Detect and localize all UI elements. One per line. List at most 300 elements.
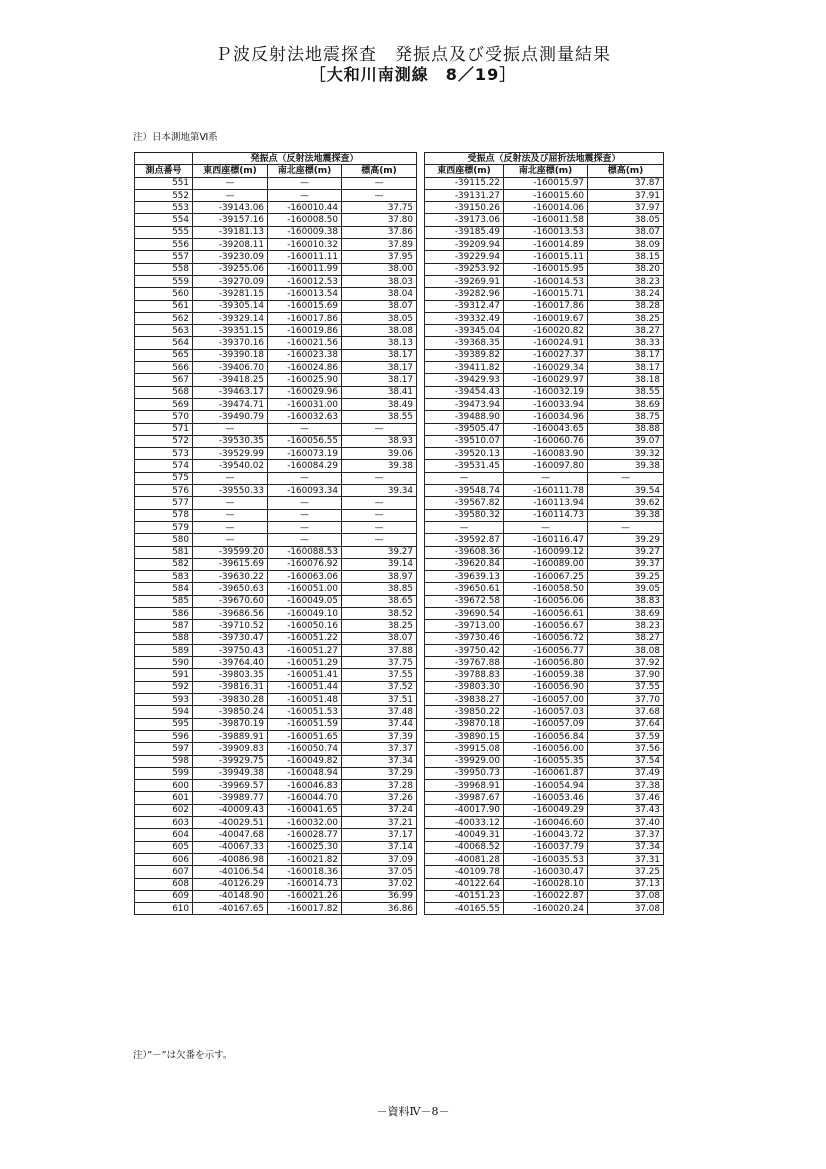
table-cell: -40165.55 [425,903,504,915]
col-header-receiver-northing: 南北座標(m) [504,165,588,177]
table-row [135,903,664,915]
table-cell: — [342,534,417,546]
column-gap [417,423,425,435]
table-row [135,853,664,865]
table-row [135,595,664,607]
column-gap [417,681,425,693]
table-cell: -160021.56 [268,337,342,349]
table-cell: -160046.60 [504,817,588,829]
table-cell: -160029.34 [504,362,588,374]
table-row [135,571,664,583]
table-cell: -39368.35 [425,337,504,349]
table-cell: -39929.00 [425,755,504,767]
table-cell: -160056.84 [504,730,588,742]
table-cell: -160057.09 [504,718,588,730]
table-cell: 37.86 [342,226,417,238]
column-gap [417,312,425,324]
column-gap [417,546,425,558]
table-cell: -39672.58 [425,595,504,607]
table-cell: 576 [135,485,193,497]
table-cell: -39580.32 [425,509,504,521]
table-cell: -160049.29 [504,804,588,816]
table-cell: 602 [135,804,193,816]
table-cell: 554 [135,214,193,226]
table-cell: -160048.94 [268,767,342,779]
column-gap [417,632,425,644]
column-gap [417,288,425,300]
table-cell: -39255.06 [193,263,268,275]
table-cell: 39.27 [588,546,664,558]
table-cell: -39949.38 [193,767,268,779]
table-cell: -39803.30 [425,681,504,693]
table-row [135,780,664,792]
table-cell: -39909.83 [193,743,268,755]
table-cell: 38.55 [588,386,664,398]
table-row [135,251,664,263]
table-row [135,706,664,718]
table-cell: 39.54 [588,485,664,497]
table-cell: -39592.87 [425,534,504,546]
table-cell: 37.92 [588,657,664,669]
column-gap [417,337,425,349]
table-cell: 567 [135,374,193,386]
table-cell: -39838.27 [425,694,504,706]
table-cell: -39850.22 [425,706,504,718]
column-gap [417,706,425,718]
table-cell: — [193,472,268,484]
page-title: Ｐ波反射法地震探査 発振点及び受振点測量結果 [215,45,611,65]
table-cell: -39767.88 [425,657,504,669]
table-cell: -160020.24 [504,903,588,915]
table-cell: 38.28 [588,300,664,312]
table-cell: -39305.14 [193,300,268,312]
table-cell: -39270.09 [193,275,268,287]
table-cell: -39690.54 [425,607,504,619]
table-cell: 573 [135,448,193,460]
table-row [135,546,664,558]
table-cell: -39890.15 [425,730,504,742]
col-header-receiver-easting: 東西座標(m) [425,165,504,177]
table-cell: 566 [135,362,193,374]
missing-number-note: 注）”－”は欠番を示す。 [133,1050,233,1061]
table-cell: -39968.91 [425,780,504,792]
table-cell: -160010.32 [268,239,342,251]
table-cell: 37.48 [342,706,417,718]
table-cell: -160012.53 [268,275,342,287]
table-cell: 39.27 [342,546,417,558]
table-cell: -39282.96 [425,288,504,300]
table-cell: 37.38 [588,780,664,792]
group-header-blank [135,153,193,165]
table-cell: -39181.13 [193,226,268,238]
table-cell: -40122.64 [425,878,504,890]
table-cell: -160013.53 [504,226,588,238]
table-cell: 604 [135,829,193,841]
table-cell: -39750.42 [425,644,504,656]
table-cell: -160056.55 [268,435,342,447]
table-cell: — [342,189,417,201]
column-gap [417,214,425,226]
table-cell: 38.49 [342,398,417,410]
table-cell: -160056.00 [504,743,588,755]
table-cell: -39969.57 [193,780,268,792]
table-cell: 562 [135,312,193,324]
table-cell: 552 [135,189,193,201]
table-cell: -39639.13 [425,571,504,583]
table-row [135,558,664,570]
table-cell: -160014.06 [504,202,588,214]
table-cell: — [268,423,342,435]
table-cell: 37.17 [342,829,417,841]
table-cell: 37.87 [588,177,664,189]
table-row [135,669,664,681]
column-gap [417,730,425,742]
table-cell: -160041.65 [268,804,342,816]
table-row [135,632,664,644]
table-cell: 38.09 [588,239,664,251]
table-cell: -160051.00 [268,583,342,595]
table-row [135,300,664,312]
table-cell: -39510.07 [425,435,504,447]
table-cell: 38.08 [342,325,417,337]
table-row [135,804,664,816]
col-header-source-easting: 東西座標(m) [193,165,268,177]
table-cell: -39332.49 [425,312,504,324]
table-cell: 579 [135,521,193,533]
table-cell: 38.17 [342,349,417,361]
table-cell: -39850.24 [193,706,268,718]
table-cell: 555 [135,226,193,238]
table-cell: -160058.50 [504,583,588,595]
table-cell: -39540.02 [193,460,268,472]
table-row [135,509,664,521]
table-cell: -39157.16 [193,214,268,226]
table-cell: 39.32 [588,448,664,460]
column-gap [417,386,425,398]
table-cell: -160056.77 [504,644,588,656]
table-row [135,866,664,878]
table-cell: -160037.79 [504,841,588,853]
table-cell: 38.69 [588,398,664,410]
table-cell: -160093.34 [268,485,342,497]
table-cell: 38.00 [342,263,417,275]
table-cell: 38.27 [588,325,664,337]
table-cell: 591 [135,669,193,681]
table-cell: -160073.19 [268,448,342,460]
column-gap [417,202,425,214]
table-cell: 37.40 [588,817,664,829]
table-cell: — [268,189,342,201]
table-row [135,411,664,423]
column-gap [417,189,425,201]
table-cell: -160061.87 [504,767,588,779]
table-cell: 39.06 [342,448,417,460]
table-cell: -160051.22 [268,632,342,644]
table-cell: 37.97 [588,202,664,214]
table-cell: 37.90 [588,669,664,681]
table-cell: -160049.10 [268,607,342,619]
column-gap [417,755,425,767]
table-cell: 37.14 [342,841,417,853]
table-cell: 570 [135,411,193,423]
table-cell: — [268,177,342,189]
table-cell: -160024.86 [268,362,342,374]
table-cell: 38.07 [342,632,417,644]
table-cell: -160015.11 [504,251,588,263]
table-cell: -39229.94 [425,251,504,263]
table-cell: -160060.76 [504,435,588,447]
table-cell: 37.70 [588,694,664,706]
table-cell: 37.56 [588,743,664,755]
table-cell: 38.23 [588,275,664,287]
table-cell: 557 [135,251,193,263]
table-cell: -160063.06 [268,571,342,583]
table-cell: -39531.45 [425,460,504,472]
table-cell: 38.18 [588,374,664,386]
table-cell: 599 [135,767,193,779]
table-cell: -160056.80 [504,657,588,669]
table-row [135,362,664,374]
table-row [135,534,664,546]
table-row [135,288,664,300]
table-cell: 38.75 [588,411,664,423]
column-gap [417,558,425,570]
table-cell: 37.37 [342,743,417,755]
table-row [135,460,664,472]
table-cell: -160032.63 [268,411,342,423]
column-gap [417,153,425,165]
table-cell: 37.13 [588,878,664,890]
table-row [135,226,664,238]
table-cell: 563 [135,325,193,337]
table-cell: -39520.13 [425,448,504,460]
table-row [135,263,664,275]
table-cell: -160018.36 [268,866,342,878]
table-cell: -39505.47 [425,423,504,435]
table-cell: 38.93 [342,435,417,447]
table-row [135,485,664,497]
column-gap [417,903,425,915]
table-cell: -39630.22 [193,571,268,583]
table-cell: -160019.86 [268,325,342,337]
table-cell: -39351.15 [193,325,268,337]
page-subtitle: ［大和川南測線 8／19］ [309,65,517,84]
column-gap [417,485,425,497]
table-cell: -39411.82 [425,362,504,374]
table-cell: -160011.99 [268,263,342,275]
column-gap [417,743,425,755]
table-cell: 39.34 [342,485,417,497]
table-cell: 38.20 [588,263,664,275]
table-cell: -160050.74 [268,743,342,755]
table-cell: 594 [135,706,193,718]
table-cell: 38.23 [588,620,664,632]
table-cell: 38.04 [342,288,417,300]
table-cell: — [193,177,268,189]
table-cell: 38.24 [588,288,664,300]
table-cell: -160116.47 [504,534,588,546]
column-gap [417,657,425,669]
table-cell: -160056.06 [504,595,588,607]
table-body [135,177,664,915]
table-row [135,337,664,349]
table-cell: -40017.90 [425,804,504,816]
table-cell: -160015.60 [504,189,588,201]
table-cell: -39418.25 [193,374,268,386]
table-cell: -160083.90 [504,448,588,460]
table-row [135,792,664,804]
column-gap [417,165,425,177]
table-cell: 587 [135,620,193,632]
table-cell: 603 [135,817,193,829]
table-row [135,189,664,201]
table-row [135,386,664,398]
table-cell: -160011.11 [268,251,342,263]
table-cell: -39473.94 [425,398,504,410]
table-cell: -160055.35 [504,755,588,767]
table-row [135,730,664,742]
table-row [135,743,664,755]
table-cell: -39253.92 [425,263,504,275]
table-cell: -160113.94 [504,497,588,509]
table-cell: 574 [135,460,193,472]
table-cell: -160043.65 [504,423,588,435]
table-cell: 569 [135,398,193,410]
column-gap [417,435,425,447]
table-cell: — [342,472,417,484]
table-cell: -40009.43 [193,804,268,816]
table-cell: 39.62 [588,497,664,509]
table-cell: 37.52 [342,681,417,693]
table-cell: 37.29 [342,767,417,779]
table-cell: 37.88 [342,644,417,656]
table-cell: -160088.53 [268,546,342,558]
table-cell: -160035.53 [504,853,588,865]
table-cell: 37.43 [588,804,664,816]
column-gap [417,534,425,546]
table-cell: — [588,521,664,533]
table-cell: 38.27 [588,632,664,644]
table-row [135,398,664,410]
table-cell: -160014.73 [268,878,342,890]
table-cell: 38.88 [588,423,664,435]
table-cell: 589 [135,644,193,656]
table-row [135,817,664,829]
table-cell: 37.08 [588,890,664,902]
table-cell: 37.05 [342,866,417,878]
table-cell: 39.05 [588,583,664,595]
table-cell: 37.59 [588,730,664,742]
table-row [135,694,664,706]
table-cell: — [425,521,504,533]
table-cell: -160017.86 [268,312,342,324]
table-cell: -40109.78 [425,866,504,878]
column-gap [417,607,425,619]
table-cell: -39987.67 [425,792,504,804]
table-cell: 37.09 [342,853,417,865]
table-cell: 580 [135,534,193,546]
table-cell: 585 [135,595,193,607]
table-cell: -160019.67 [504,312,588,324]
table-cell: -40106.54 [193,866,268,878]
table-cell: — [342,497,417,509]
table-cell: 37.51 [342,694,417,706]
table-cell: -160015.95 [504,263,588,275]
table-row [135,607,664,619]
table-cell: 38.13 [342,337,417,349]
table-cell: 38.08 [588,644,664,656]
table-cell: — [342,509,417,521]
table-cell: -160029.96 [268,386,342,398]
table-cell: -160025.30 [268,841,342,853]
table-cell: 39.25 [588,571,664,583]
table-cell: -39269.91 [425,275,504,287]
table-cell: — [504,472,588,484]
table-cell: 37.75 [342,202,417,214]
table-cell: 606 [135,853,193,865]
table-cell: -160049.82 [268,755,342,767]
table-cell: -40151.23 [425,890,504,902]
table-cell: -40081.28 [425,853,504,865]
table-cell: -160015.69 [268,300,342,312]
table-cell: 38.07 [342,300,417,312]
table-cell: — [342,177,417,189]
table-cell: -39650.63 [193,583,268,595]
column-gap [417,251,425,263]
table-cell: -160050.16 [268,620,342,632]
table-cell: 564 [135,337,193,349]
table-cell: -39529.99 [193,448,268,460]
table-cell: -39730.47 [193,632,268,644]
table-cell: 568 [135,386,193,398]
table-cell: 38.17 [588,349,664,361]
table-row [135,497,664,509]
table-cell: -160013.54 [268,288,342,300]
source-point-group-header: 発振点（反射法地震探査） [193,153,417,165]
table-cell: -160051.29 [268,657,342,669]
table-row [135,349,664,361]
col-header-source-elevation: 標高(m) [342,165,417,177]
table-cell: -39870.18 [425,718,504,730]
column-gap [417,509,425,521]
table-cell: 37.68 [588,706,664,718]
table-cell: 38.97 [342,571,417,583]
receiver-point-group-header: 受振点（反射法及び屈折法地震探査） [425,153,664,165]
table-cell: 37.39 [342,730,417,742]
table-cell: -160044.70 [268,792,342,804]
column-gap [417,853,425,865]
table-cell: -39929.75 [193,755,268,767]
table-cell: -39281.15 [193,288,268,300]
table-cell: 39.14 [342,558,417,570]
table-cell: -39370.16 [193,337,268,349]
table-cell: 583 [135,571,193,583]
table-cell: — [193,534,268,546]
table-row [135,620,664,632]
table-cell: -160021.26 [268,890,342,902]
table-cell: 37.37 [588,829,664,841]
table-cell: -39608.36 [425,546,504,558]
column-gap [417,817,425,829]
table-cell: -39150.26 [425,202,504,214]
table-cell: — [268,521,342,533]
table-cell: -39750.43 [193,644,268,656]
table-cell: -39989.77 [193,792,268,804]
table-cell: -160021.82 [268,853,342,865]
table-cell: -39730.46 [425,632,504,644]
table-cell: — [268,497,342,509]
table-cell: 37.34 [342,755,417,767]
